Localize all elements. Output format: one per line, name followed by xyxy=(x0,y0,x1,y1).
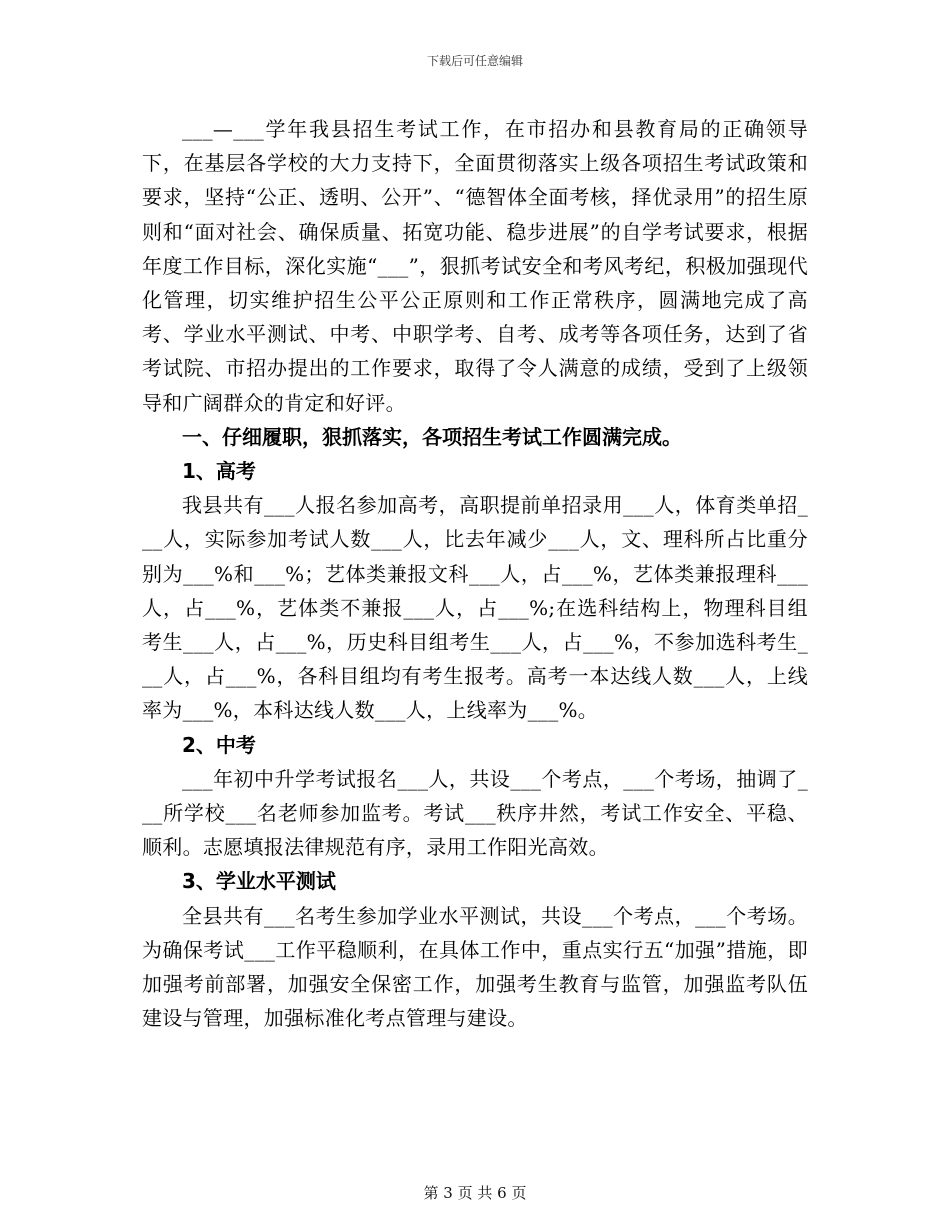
intro-paragraph: ___—___学年我县招生考试工作，在市招办和县教育局的正确领导下，在基层各学校的大力支持下，全面贯彻落实上级各项招生考试政策和要求，坚持“公正、透明、公开”、“德智体全面考核，择优录用”的招生原则和“面对社会、确保质量、拓宽功能、稳步进展”的自学考试要求，根据年度工作目标，深化实施“___”，狠抓考试安全和考风考纪，积极加强现代化管理，切实维护招生公平公正原则和工作正常秩序，圆满地完成了高考、学业水平测试、中考、中职学考、自考、成考等各项任务，达到了省考试院、市招办提出的工作要求，取得了令人满意的成绩，受到了上级领导和广阔群众的肯定和好评。 xyxy=(142,117,808,415)
page-header-note: 下载后可任意编辑 xyxy=(426,54,523,68)
page-number: 第 3 页 共 6 页 xyxy=(423,1184,527,1202)
subsection-heading-proficiency-test: 3、学业水平测试 xyxy=(182,869,336,894)
proficiency-test-paragraph: 全县共有___名考生参加学业水平测试，共设___个考点，___个考场。为确保考试___工作平稳顺利，在具体工作中，重点实行五“加强”措施，即加强考前部署，加强安全保密工作，加强考生教育与监管，加强监考队伍建设与管理，加强标准化考点管理与建设。 xyxy=(142,903,808,1031)
document-body xyxy=(142,112,808,1035)
subsection-heading-zhongkao: 2、中考 xyxy=(182,732,256,757)
subsection-heading-gaokao: 1、高考 xyxy=(182,459,256,484)
section-heading-1: 一、仔细履职，狠抓落实，各项招生考试工作圆满完成。 xyxy=(182,424,682,449)
gaokao-paragraph: 我县共有___人报名参加高考，高职提前单招录用___人，体育类单招___人，实际参加考试人数___人，比去年减少___人，文、理科所占比重分别为___%和___%；艺体类兼报文科___人，占___%，艺体类兼报理科___人，占___%，艺体类不兼报___人，占___%;在选科结构上，物理科目组考生___人，占___%，历史科目组考生___人，占___%，不参加选科考生___人，占___%，各科目组均有考生报考。高考一本达线人数___人，上线率为___%，本科达线人数___人，上线率为___%。 xyxy=(142,493,808,723)
zhongkao-paragraph: ___年初中升学考试报名___人，共设___个考点，___个考场，抽调了___所学校___名老师参加监考。考试___秩序井然，考试工作安全、平稳、顺利。志愿填报法律规范有序，录用工作阳光高效。 xyxy=(142,766,808,860)
